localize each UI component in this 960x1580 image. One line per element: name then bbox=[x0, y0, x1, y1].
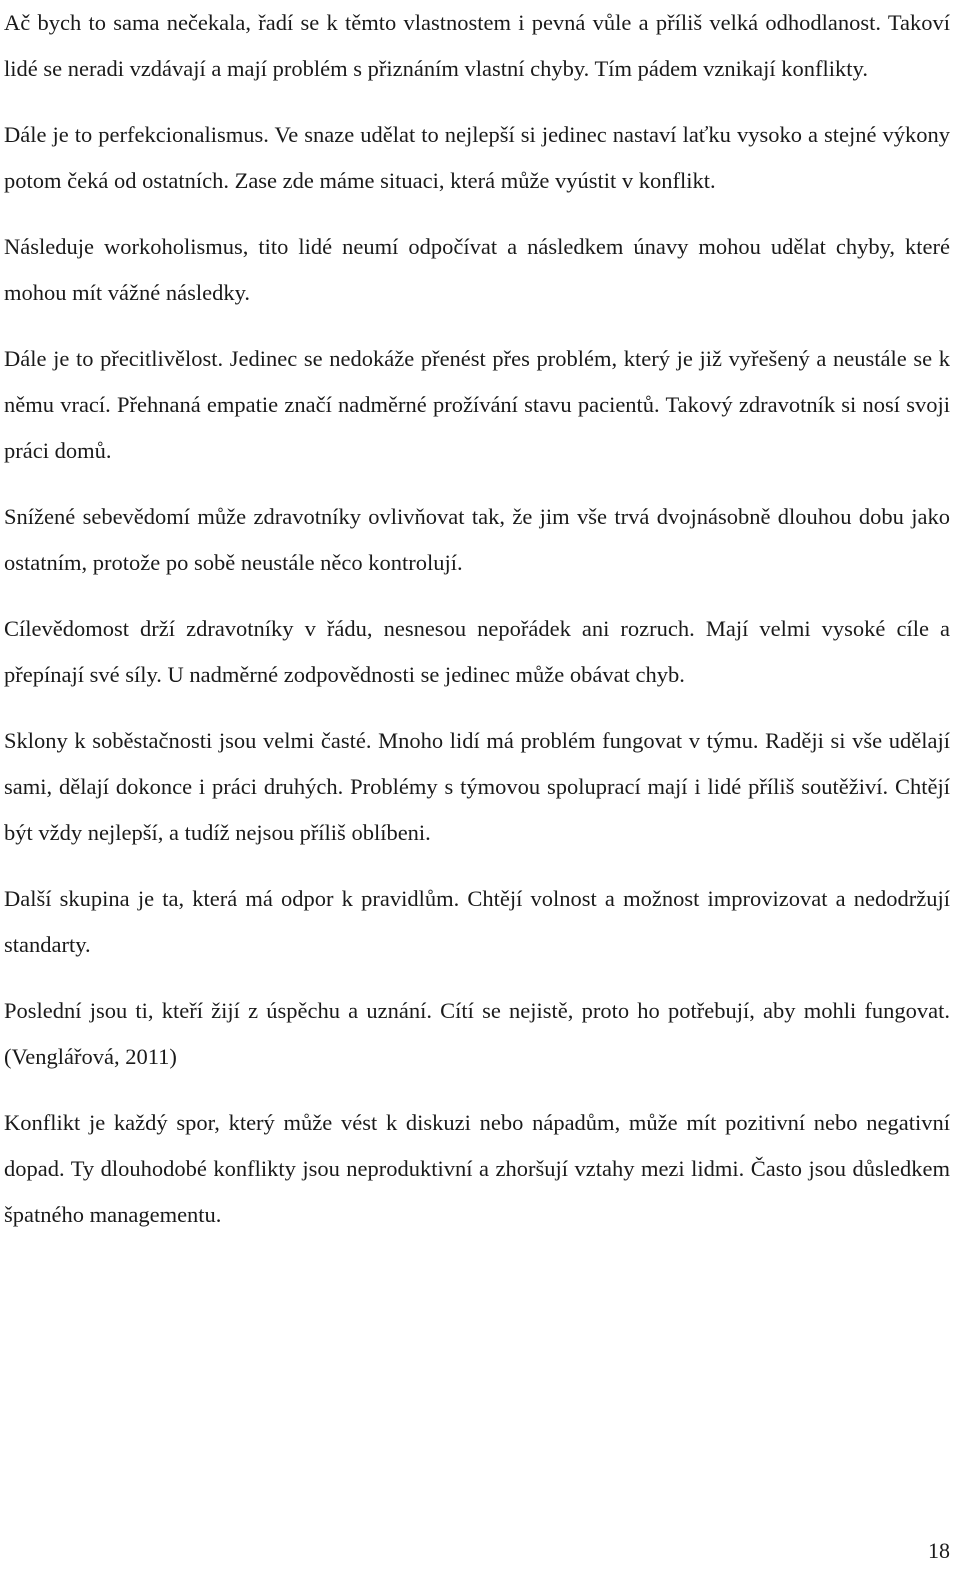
paragraph-10: Konflikt je každý spor, který může vést k diskuzi nebo nápadům, může mít pozitivní nebo negativní dopad. Ty dlouhodobé konflikty jsou neproduktivní a zhoršují vztahy mezi lidmi. Často jsou důsledkem špatného managementu. bbox=[4, 1110, 950, 1227]
paragraph-7: Sklony k soběstačnosti jsou velmi časté. Mnoho lidí má problém fungovat v týmu. Raději si vše udělají sami, dělají dokonce i práci druhých. Problémy s týmovou spoluprací mají i lidé příliš soutěživí. Chtějí být vždy nejlepší, a tudíž nejsou příliš oblíbeni. bbox=[4, 728, 950, 845]
paragraph-5: Snížené sebevědomí může zdravotníky ovlivňovat tak, že jim vše trvá dvojnásobně dlouhou dobu jako ostatním, protože po sobě neustále něco kontrolují. bbox=[4, 504, 950, 575]
paragraph-3: Následuje workoholismus, tito lidé neumí odpočívat a následkem únavy mohou udělat chyby, které mohou mít vážné následky. bbox=[4, 234, 950, 305]
paragraph-1: Ač bych to sama nečekala, řadí se k těmto vlastnostem i pevná vůle a příliš velká odhodlanost. Takoví lidé se neradi vzdávají a mají problém s přiznáním vlastní chyby. Tím pádem vznikají konflikty. bbox=[4, 10, 950, 81]
paragraph-2: Dále je to perfekcionalismus. Ve snaze udělat to nejlepší si jedinec nastaví laťku vysoko a stejné výkony potom čeká od ostatních. Zase zde máme situaci, která může vyústit v konflikt. bbox=[4, 122, 950, 193]
document-page bbox=[4, 0, 950, 1238]
paragraph-8: Další skupina je ta, která má odpor k pravidlům. Chtějí volnost a možnost improvizovat a nedodržují standarty. bbox=[4, 886, 950, 957]
paragraph-4: Dále je to přecitlivělost. Jedinec se nedokáže přenést přes problém, který je již vyřešený a neustále se k němu vrací. Přehnaná empatie značí nadměrné prožívání stavu pacientů. Takový zdravotník si nosí svoji práci domů. bbox=[4, 346, 950, 463]
page-number: 18 bbox=[928, 1538, 950, 1563]
paragraph-9: Poslední jsou ti, kteří žijí z úspěchu a uznání. Cítí se nejistě, proto ho potřebují, aby mohli fungovat. (Venglářová, 2011) bbox=[4, 998, 950, 1069]
paragraph-6: Cílevědomost drží zdravotníky v řádu, nesnesou nepořádek ani rozruch. Mají velmi vysoké cíle a přepínají své síly. U nadměrné zodpovědnosti se jedinec může obávat chyb. bbox=[4, 616, 950, 687]
